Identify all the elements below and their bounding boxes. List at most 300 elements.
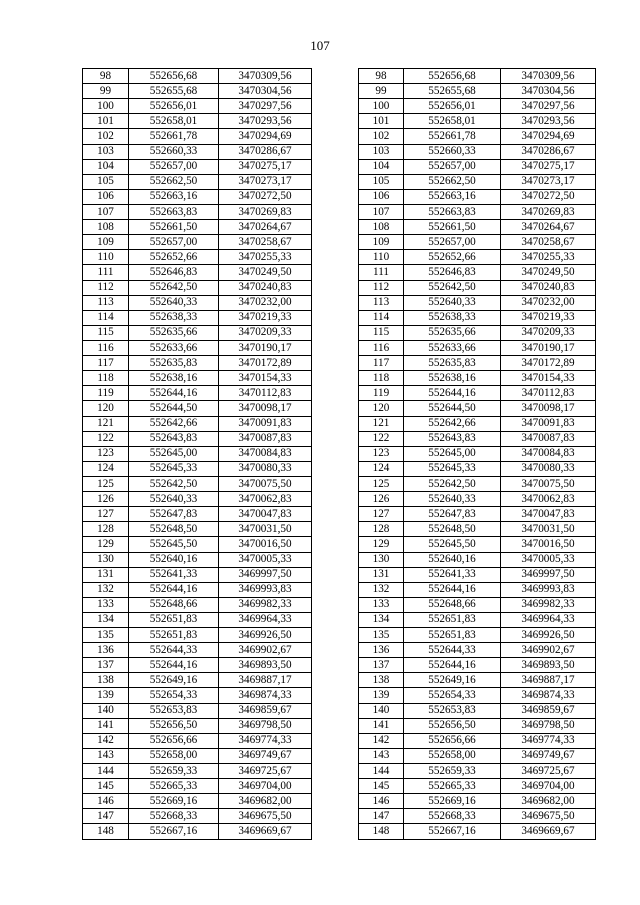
column-gap [312, 764, 359, 779]
column-gap [312, 129, 359, 144]
left-x-coordinate-cell: 552642,50 [129, 476, 219, 491]
right-y-coordinate-cell: 3469704,00 [501, 779, 596, 794]
right-x-coordinate-cell: 552656,01 [404, 99, 501, 114]
left-x-coordinate-cell: 552649,16 [129, 673, 219, 688]
table-row [83, 159, 596, 174]
right-point-number-cell: 137 [359, 658, 404, 673]
table-row [83, 779, 596, 794]
table-row [83, 582, 596, 597]
column-gap [312, 522, 359, 537]
table-row [83, 84, 596, 99]
left-y-coordinate-cell: 3469982,33 [219, 597, 312, 612]
left-y-coordinate-cell: 3469964,33 [219, 612, 312, 627]
left-y-coordinate-cell: 3470047,83 [219, 507, 312, 522]
left-x-coordinate-cell: 552644,16 [129, 582, 219, 597]
table-row [83, 174, 596, 189]
table-row [83, 295, 596, 310]
right-x-coordinate-cell: 552640,16 [404, 552, 501, 567]
column-gap [312, 189, 359, 204]
table-row [83, 461, 596, 476]
left-point-number-cell: 125 [83, 476, 129, 491]
right-point-number-cell: 143 [359, 748, 404, 763]
left-y-coordinate-cell: 3469675,50 [219, 809, 312, 824]
left-x-coordinate-cell: 552647,83 [129, 507, 219, 522]
right-x-coordinate-cell: 552657,00 [404, 159, 501, 174]
right-x-coordinate-cell: 552668,33 [404, 809, 501, 824]
left-point-number-cell: 104 [83, 159, 129, 174]
column-gap [312, 809, 359, 824]
table-row [83, 628, 596, 643]
right-point-number-cell: 112 [359, 280, 404, 295]
right-point-number-cell: 118 [359, 371, 404, 386]
right-x-coordinate-cell: 552648,50 [404, 522, 501, 537]
right-point-number-cell: 121 [359, 416, 404, 431]
column-gap [312, 673, 359, 688]
left-y-coordinate-cell: 3469749,67 [219, 748, 312, 763]
left-x-coordinate-cell: 552642,66 [129, 416, 219, 431]
table-row [83, 129, 596, 144]
right-y-coordinate-cell: 3470255,33 [501, 250, 596, 265]
right-y-coordinate-cell: 3470275,17 [501, 159, 596, 174]
right-point-number-cell: 132 [359, 582, 404, 597]
right-x-coordinate-cell: 552653,83 [404, 703, 501, 718]
left-x-coordinate-cell: 552651,83 [129, 628, 219, 643]
left-x-coordinate-cell: 552645,33 [129, 461, 219, 476]
table-row [83, 492, 596, 507]
column-gap [312, 325, 359, 340]
right-y-coordinate-cell: 3470273,17 [501, 174, 596, 189]
right-x-coordinate-cell: 552646,83 [404, 265, 501, 280]
left-x-coordinate-cell: 552645,50 [129, 537, 219, 552]
right-x-coordinate-cell: 552640,33 [404, 492, 501, 507]
table-row [83, 340, 596, 355]
left-x-coordinate-cell: 552644,50 [129, 401, 219, 416]
left-point-number-cell: 112 [83, 280, 129, 295]
coordinates-table [82, 68, 596, 840]
column-gap [312, 567, 359, 582]
left-x-coordinate-cell: 552633,66 [129, 340, 219, 355]
left-y-coordinate-cell: 3469704,00 [219, 779, 312, 794]
left-x-coordinate-cell: 552640,33 [129, 295, 219, 310]
left-point-number-cell: 116 [83, 340, 129, 355]
table-row [83, 688, 596, 703]
table-row [83, 144, 596, 159]
right-point-number-cell: 134 [359, 612, 404, 627]
table-row [83, 748, 596, 763]
left-x-coordinate-cell: 552635,83 [129, 356, 219, 371]
right-x-coordinate-cell: 552659,33 [404, 764, 501, 779]
right-x-coordinate-cell: 552655,68 [404, 84, 501, 99]
left-x-coordinate-cell: 552640,16 [129, 552, 219, 567]
right-point-number-cell: 119 [359, 386, 404, 401]
column-gap [312, 340, 359, 355]
right-y-coordinate-cell: 3470293,56 [501, 114, 596, 129]
right-point-number-cell: 111 [359, 265, 404, 280]
right-y-coordinate-cell: 3470297,56 [501, 99, 596, 114]
right-y-coordinate-cell: 3470249,50 [501, 265, 596, 280]
table-row [83, 552, 596, 567]
left-x-coordinate-cell: 552652,66 [129, 250, 219, 265]
right-x-coordinate-cell: 552669,16 [404, 794, 501, 809]
left-point-number-cell: 119 [83, 386, 129, 401]
table-row [83, 643, 596, 658]
left-point-number-cell: 110 [83, 250, 129, 265]
right-x-coordinate-cell: 552642,50 [404, 280, 501, 295]
right-point-number-cell: 127 [359, 507, 404, 522]
left-y-coordinate-cell: 3470272,50 [219, 189, 312, 204]
column-gap [312, 235, 359, 250]
column-gap [312, 537, 359, 552]
table-row [83, 764, 596, 779]
left-x-coordinate-cell: 552658,00 [129, 748, 219, 763]
right-y-coordinate-cell: 3469902,67 [501, 643, 596, 658]
table-row [83, 401, 596, 416]
right-point-number-cell: 117 [359, 356, 404, 371]
right-y-coordinate-cell: 3470047,83 [501, 507, 596, 522]
page-number: 107 [310, 38, 330, 53]
left-y-coordinate-cell: 3470112,83 [219, 386, 312, 401]
left-point-number-cell: 146 [83, 794, 129, 809]
right-y-coordinate-cell: 3470087,83 [501, 431, 596, 446]
right-point-number-cell: 133 [359, 597, 404, 612]
left-y-coordinate-cell: 3470154,33 [219, 371, 312, 386]
right-x-coordinate-cell: 552661,78 [404, 129, 501, 144]
right-x-coordinate-cell: 552644,50 [404, 401, 501, 416]
left-y-coordinate-cell: 3470219,33 [219, 310, 312, 325]
left-x-coordinate-cell: 552663,16 [129, 189, 219, 204]
right-x-coordinate-cell: 552658,01 [404, 114, 501, 129]
right-y-coordinate-cell: 3470258,67 [501, 235, 596, 250]
right-x-coordinate-cell: 552663,16 [404, 189, 501, 204]
right-y-coordinate-cell: 3469774,33 [501, 733, 596, 748]
column-gap [312, 718, 359, 733]
left-point-number-cell: 133 [83, 597, 129, 612]
right-y-coordinate-cell: 3469926,50 [501, 628, 596, 643]
column-gap [312, 84, 359, 99]
right-x-coordinate-cell: 552635,83 [404, 356, 501, 371]
table-row [83, 597, 596, 612]
right-y-coordinate-cell: 3470154,33 [501, 371, 596, 386]
left-point-number-cell: 121 [83, 416, 129, 431]
right-x-coordinate-cell: 552644,33 [404, 643, 501, 658]
right-x-coordinate-cell: 552654,33 [404, 688, 501, 703]
left-x-coordinate-cell: 552653,83 [129, 703, 219, 718]
right-x-coordinate-cell: 552663,83 [404, 204, 501, 219]
left-y-coordinate-cell: 3470075,50 [219, 476, 312, 491]
right-y-coordinate-cell: 3470219,33 [501, 310, 596, 325]
left-point-number-cell: 141 [83, 718, 129, 733]
column-gap [312, 114, 359, 129]
table-row [83, 718, 596, 733]
right-x-coordinate-cell: 552638,16 [404, 371, 501, 386]
left-x-coordinate-cell: 552635,66 [129, 325, 219, 340]
right-point-number-cell: 105 [359, 174, 404, 189]
right-x-coordinate-cell: 552649,16 [404, 673, 501, 688]
column-gap [312, 612, 359, 627]
right-y-coordinate-cell: 3469964,33 [501, 612, 596, 627]
table-row [83, 733, 596, 748]
left-x-coordinate-cell: 552643,83 [129, 431, 219, 446]
left-point-number-cell: 117 [83, 356, 129, 371]
right-y-coordinate-cell: 3470062,83 [501, 492, 596, 507]
left-y-coordinate-cell: 3470098,17 [219, 401, 312, 416]
left-y-coordinate-cell: 3470080,33 [219, 461, 312, 476]
left-x-coordinate-cell: 552669,16 [129, 794, 219, 809]
left-y-coordinate-cell: 3470258,67 [219, 235, 312, 250]
column-gap [312, 748, 359, 763]
left-x-coordinate-cell: 552665,33 [129, 779, 219, 794]
column-gap [312, 446, 359, 461]
left-x-coordinate-cell: 552640,33 [129, 492, 219, 507]
left-x-coordinate-cell: 552644,16 [129, 658, 219, 673]
right-y-coordinate-cell: 3469874,33 [501, 688, 596, 703]
right-point-number-cell: 107 [359, 204, 404, 219]
left-y-coordinate-cell: 3469993,83 [219, 582, 312, 597]
right-point-number-cell: 114 [359, 310, 404, 325]
table-row [83, 325, 596, 340]
right-y-coordinate-cell: 3469682,00 [501, 794, 596, 809]
left-point-number-cell: 135 [83, 628, 129, 643]
right-point-number-cell: 129 [359, 537, 404, 552]
left-point-number-cell: 99 [83, 84, 129, 99]
right-y-coordinate-cell: 3469669,67 [501, 824, 596, 839]
left-y-coordinate-cell: 3470269,83 [219, 204, 312, 219]
left-point-number-cell: 143 [83, 748, 129, 763]
right-point-number-cell: 135 [359, 628, 404, 643]
column-gap [312, 416, 359, 431]
table-row [83, 824, 596, 839]
table-row [83, 703, 596, 718]
right-point-number-cell: 128 [359, 522, 404, 537]
table-row [83, 204, 596, 219]
column-gap [312, 310, 359, 325]
left-point-number-cell: 113 [83, 295, 129, 310]
right-point-number-cell: 126 [359, 492, 404, 507]
right-x-coordinate-cell: 552643,83 [404, 431, 501, 446]
right-x-coordinate-cell: 552645,00 [404, 446, 501, 461]
right-y-coordinate-cell: 3470240,83 [501, 280, 596, 295]
right-point-number-cell: 145 [359, 779, 404, 794]
table-row [83, 250, 596, 265]
right-y-coordinate-cell: 3469993,83 [501, 582, 596, 597]
right-x-coordinate-cell: 552667,16 [404, 824, 501, 839]
column-gap [312, 159, 359, 174]
right-y-coordinate-cell: 3470232,00 [501, 295, 596, 310]
right-point-number-cell: 108 [359, 220, 404, 235]
right-x-coordinate-cell: 552638,33 [404, 310, 501, 325]
right-point-number-cell: 136 [359, 643, 404, 658]
table-row [83, 673, 596, 688]
column-gap [312, 643, 359, 658]
left-x-coordinate-cell: 552659,33 [129, 764, 219, 779]
left-point-number-cell: 120 [83, 401, 129, 416]
table-row [83, 809, 596, 824]
table-row [83, 612, 596, 627]
left-point-number-cell: 114 [83, 310, 129, 325]
left-x-coordinate-cell: 552638,33 [129, 310, 219, 325]
table-row [83, 416, 596, 431]
left-point-number-cell: 138 [83, 673, 129, 688]
column-gap [312, 597, 359, 612]
left-point-number-cell: 100 [83, 99, 129, 114]
column-gap [312, 204, 359, 219]
column-gap [312, 69, 359, 84]
left-y-coordinate-cell: 3470273,17 [219, 174, 312, 189]
left-point-number-cell: 140 [83, 703, 129, 718]
left-y-coordinate-cell: 3469997,50 [219, 567, 312, 582]
right-x-coordinate-cell: 552645,50 [404, 537, 501, 552]
left-y-coordinate-cell: 3469887,17 [219, 673, 312, 688]
right-point-number-cell: 106 [359, 189, 404, 204]
left-y-coordinate-cell: 3469893,50 [219, 658, 312, 673]
column-gap [312, 174, 359, 189]
left-point-number-cell: 109 [83, 235, 129, 250]
left-y-coordinate-cell: 3470172,89 [219, 356, 312, 371]
left-x-coordinate-cell: 552656,50 [129, 718, 219, 733]
right-y-coordinate-cell: 3470309,56 [501, 69, 596, 84]
left-y-coordinate-cell: 3469859,67 [219, 703, 312, 718]
right-point-number-cell: 144 [359, 764, 404, 779]
left-x-coordinate-cell: 552642,50 [129, 280, 219, 295]
column-gap [312, 476, 359, 491]
left-x-coordinate-cell: 552658,01 [129, 114, 219, 129]
left-point-number-cell: 107 [83, 204, 129, 219]
left-y-coordinate-cell: 3469725,67 [219, 764, 312, 779]
table-row [83, 280, 596, 295]
column-gap [312, 295, 359, 310]
left-y-coordinate-cell: 3469902,67 [219, 643, 312, 658]
left-point-number-cell: 144 [83, 764, 129, 779]
right-y-coordinate-cell: 3470084,83 [501, 446, 596, 461]
table-row [83, 189, 596, 204]
left-x-coordinate-cell: 552645,00 [129, 446, 219, 461]
right-point-number-cell: 125 [359, 476, 404, 491]
right-point-number-cell: 115 [359, 325, 404, 340]
left-x-coordinate-cell: 552663,83 [129, 204, 219, 219]
left-x-coordinate-cell: 552638,16 [129, 371, 219, 386]
column-gap [312, 703, 359, 718]
right-point-number-cell: 141 [359, 718, 404, 733]
table-row [83, 99, 596, 114]
column-gap [312, 220, 359, 235]
column-gap [312, 356, 359, 371]
right-y-coordinate-cell: 3469859,67 [501, 703, 596, 718]
right-y-coordinate-cell: 3469749,67 [501, 748, 596, 763]
left-point-number-cell: 145 [83, 779, 129, 794]
left-x-coordinate-cell: 552654,33 [129, 688, 219, 703]
left-point-number-cell: 142 [83, 733, 129, 748]
left-y-coordinate-cell: 3469874,33 [219, 688, 312, 703]
right-x-coordinate-cell: 552661,50 [404, 220, 501, 235]
right-y-coordinate-cell: 3470112,83 [501, 386, 596, 401]
left-y-coordinate-cell: 3470087,83 [219, 431, 312, 446]
right-point-number-cell: 100 [359, 99, 404, 114]
left-x-coordinate-cell: 552644,33 [129, 643, 219, 658]
left-x-coordinate-cell: 552651,83 [129, 612, 219, 627]
left-y-coordinate-cell: 3470062,83 [219, 492, 312, 507]
right-point-number-cell: 147 [359, 809, 404, 824]
right-x-coordinate-cell: 552657,00 [404, 235, 501, 250]
table-row [83, 235, 596, 250]
column-gap [312, 144, 359, 159]
left-point-number-cell: 124 [83, 461, 129, 476]
left-point-number-cell: 118 [83, 371, 129, 386]
right-x-coordinate-cell: 552642,50 [404, 476, 501, 491]
left-y-coordinate-cell: 3470294,69 [219, 129, 312, 144]
left-point-number-cell: 106 [83, 189, 129, 204]
left-y-coordinate-cell: 3469774,33 [219, 733, 312, 748]
right-x-coordinate-cell: 552644,16 [404, 658, 501, 673]
left-x-coordinate-cell: 552644,16 [129, 386, 219, 401]
right-x-coordinate-cell: 552644,16 [404, 582, 501, 597]
left-y-coordinate-cell: 3470091,83 [219, 416, 312, 431]
table-row [83, 658, 596, 673]
left-point-number-cell: 130 [83, 552, 129, 567]
right-point-number-cell: 142 [359, 733, 404, 748]
right-point-number-cell: 123 [359, 446, 404, 461]
column-gap [312, 492, 359, 507]
left-point-number-cell: 148 [83, 824, 129, 839]
left-x-coordinate-cell: 552662,50 [129, 174, 219, 189]
right-x-coordinate-cell: 552651,83 [404, 612, 501, 627]
column-gap [312, 658, 359, 673]
left-x-coordinate-cell: 552667,16 [129, 824, 219, 839]
left-x-coordinate-cell: 552655,68 [129, 84, 219, 99]
left-x-coordinate-cell: 552661,78 [129, 129, 219, 144]
table-row [83, 522, 596, 537]
right-x-coordinate-cell: 552647,83 [404, 507, 501, 522]
right-y-coordinate-cell: 3470294,69 [501, 129, 596, 144]
table-row [83, 794, 596, 809]
right-y-coordinate-cell: 3469982,33 [501, 597, 596, 612]
right-x-coordinate-cell: 552644,16 [404, 386, 501, 401]
left-y-coordinate-cell: 3470209,33 [219, 325, 312, 340]
right-x-coordinate-cell: 552635,66 [404, 325, 501, 340]
right-x-coordinate-cell: 552645,33 [404, 461, 501, 476]
right-point-number-cell: 101 [359, 114, 404, 129]
right-y-coordinate-cell: 3470209,33 [501, 325, 596, 340]
right-x-coordinate-cell: 552656,50 [404, 718, 501, 733]
left-x-coordinate-cell: 552648,66 [129, 597, 219, 612]
left-point-number-cell: 129 [83, 537, 129, 552]
left-point-number-cell: 111 [83, 265, 129, 280]
column-gap [312, 371, 359, 386]
left-y-coordinate-cell: 3470249,50 [219, 265, 312, 280]
right-x-coordinate-cell: 552662,50 [404, 174, 501, 189]
right-point-number-cell: 138 [359, 673, 404, 688]
right-y-coordinate-cell: 3469997,50 [501, 567, 596, 582]
left-point-number-cell: 126 [83, 492, 129, 507]
table-row [83, 446, 596, 461]
left-y-coordinate-cell: 3470190,17 [219, 340, 312, 355]
right-y-coordinate-cell: 3469675,50 [501, 809, 596, 824]
column-gap [312, 265, 359, 280]
left-y-coordinate-cell: 3470031,50 [219, 522, 312, 537]
right-x-coordinate-cell: 552633,66 [404, 340, 501, 355]
right-point-number-cell: 113 [359, 295, 404, 310]
left-point-number-cell: 132 [83, 582, 129, 597]
left-x-coordinate-cell: 552648,50 [129, 522, 219, 537]
left-x-coordinate-cell: 552661,50 [129, 220, 219, 235]
left-y-coordinate-cell: 3470297,56 [219, 99, 312, 114]
right-x-coordinate-cell: 552642,66 [404, 416, 501, 431]
column-gap [312, 507, 359, 522]
right-point-number-cell: 98 [359, 69, 404, 84]
right-y-coordinate-cell: 3470269,83 [501, 204, 596, 219]
right-y-coordinate-cell: 3470016,50 [501, 537, 596, 552]
left-point-number-cell: 105 [83, 174, 129, 189]
column-gap [312, 779, 359, 794]
